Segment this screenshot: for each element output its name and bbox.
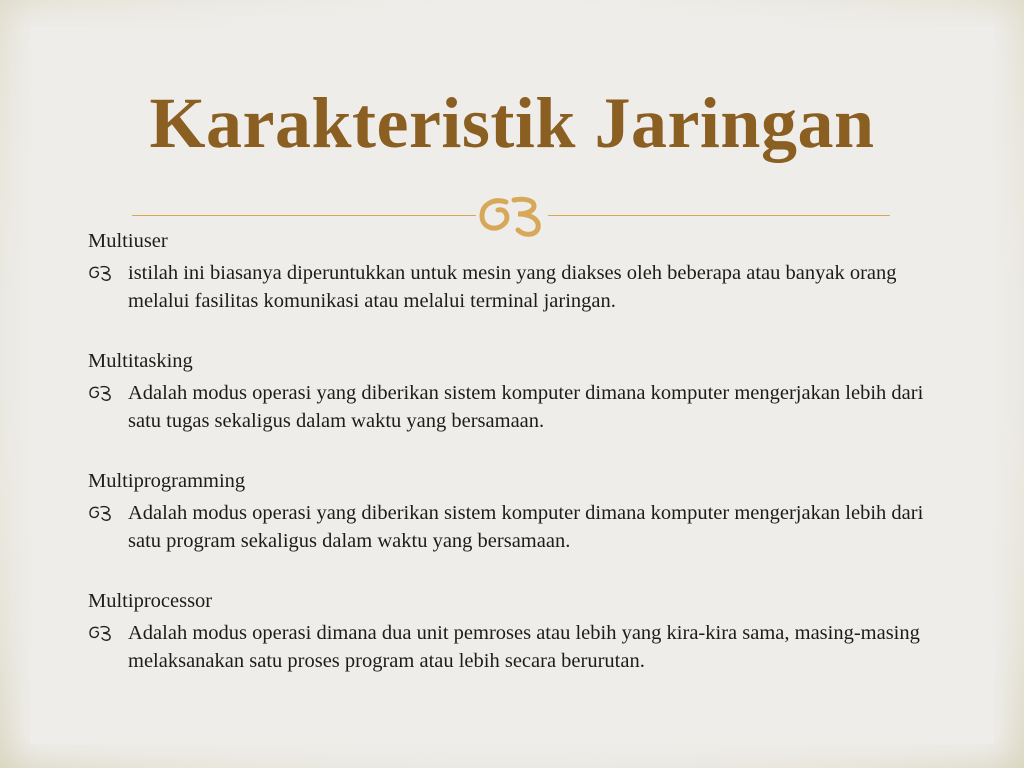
title-rule-left (132, 215, 476, 216)
slide-title: Karakteristik Jaringan (149, 83, 875, 163)
section-heading: Multiuser (88, 230, 168, 252)
swirl-bullet-icon (88, 623, 112, 643)
swirl-bullet-icon (88, 263, 112, 283)
section-heading: Multitasking (88, 350, 193, 372)
swirl-bullet-icon (88, 503, 112, 523)
section-multiprocessor (88, 588, 938, 675)
bullet-content (88, 228, 938, 708)
bullet-item (88, 500, 938, 555)
section-heading: Multiprogramming (88, 470, 246, 492)
bullet-text: Adalah modus operasi yang diberikan sistem komputer dimana komputer mengerjakan lebih dari satu tugas sekaligus dalam waktu yang bersamaan. (128, 382, 924, 432)
bullet-item (88, 380, 938, 435)
section-heading: Multiprocessor (88, 590, 213, 612)
title-rule-right (548, 215, 890, 216)
section-multitasking (88, 348, 938, 435)
section-multiuser (88, 228, 938, 315)
bullet-text: istilah ini biasanya diperuntukkan untuk mesin yang diakses oleh beberapa atau banyak orang melalui fasilitas komunikasi atau melalui terminal jaringan. (128, 262, 897, 312)
swirl-bullet-icon (88, 383, 112, 403)
bullet-text: Adalah modus operasi yang diberikan sistem komputer dimana komputer mengerjakan lebih dari satu program sekaligus dalam waktu yang bersamaan. (128, 502, 924, 552)
section-multiprogramming (88, 468, 938, 555)
bullet-item (88, 620, 938, 675)
bullet-item (88, 260, 938, 315)
bullet-text: Adalah modus operasi dimana dua unit pemroses atau lebih yang kira-kira sama, masing-masing melaksanakan satu proses program atau lebih secara berurutan. (128, 622, 920, 672)
